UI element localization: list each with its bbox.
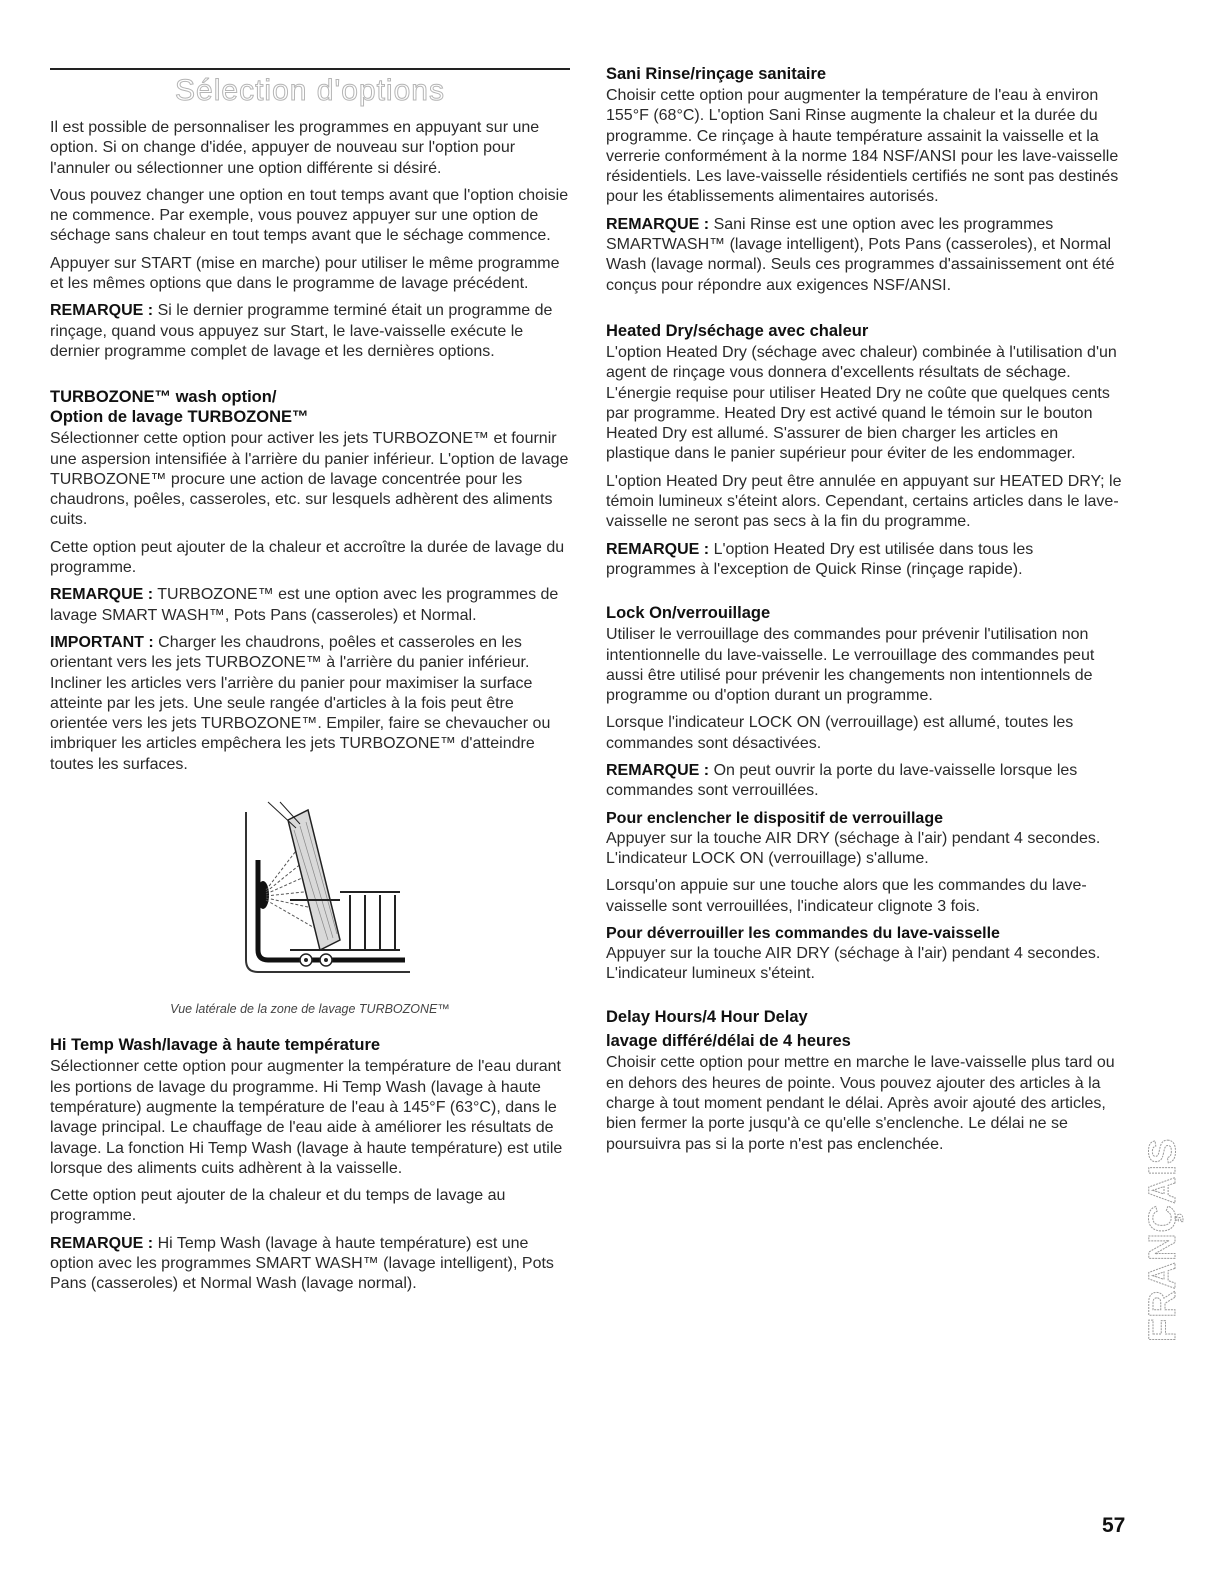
note-label: REMARQUE :	[50, 1234, 154, 1252]
lock-paragraph-2: Lorsque l'indicateur LOCK ON (verrouillage) est allumé, toutes les commandes sont désactivées.	[606, 714, 1074, 752]
turbo-note-text: TURBOZONE™ est une option avec les programmes de lavage SMART WASH™, Pots Pans (casseroles) et Normal.	[50, 586, 559, 624]
note-label: REMARQUE :	[606, 215, 710, 233]
hitemp-note	[50, 1234, 570, 1295]
note-label: REMARQUE :	[50, 302, 154, 320]
heated-note-text: L'option Heated Dry est utilisée dans tous les programmes à l'exception de Quick Rinse (rinçage rapide).	[606, 540, 1034, 578]
heated-note	[606, 540, 1126, 581]
delay-heading-1: Delay Hours/4 Hour Delay	[606, 1008, 808, 1027]
note-label: REMARQUE :	[606, 762, 710, 780]
left-column	[50, 118, 570, 1302]
heated-heading: Heated Dry/séchage avec chaleur	[606, 321, 869, 340]
important-label: IMPORTANT :	[50, 633, 154, 651]
heated-paragraph-2: L'option Heated Dry peut être annulée en appuyant sur HEATED DRY; le témoin lumineux s'éteint alors. Cependant, certains articles dans le lave-vaisselle ne seront pas secs à la fin du programme.	[606, 472, 1122, 531]
hitemp-paragraph-1: Sélectionner cette option pour augmenter la température de l'eau durant les portions de lavage du programme. Hi Temp Wash (lavage à haute température) augmente la température de l'eau à 145°F (63°C), dans le lavage principal. Le chauffage de l'eau aide à améliorer les résultats de lavage. La fonction Hi Temp Wash (lavage à haute température) est utile lorsque des aliments cuits adhèrent à la vaisselle.	[50, 1058, 563, 1177]
delay-heading-2: lavage différé/délai de 4 heures	[606, 1032, 851, 1051]
intro-paragraph-3: Appuyer sur START (mise en marche) pour utiliser le même programme et les mêmes options que dans le programme de lavage précédent.	[50, 254, 560, 293]
lock-paragraph-1: Utiliser le verrouillage des commandes pour prévenir l'utilisation non intentionnelle du lave-vaisselle. Le verrouillage des commandes peut aussi être utilisé pour prévenir les changements non intentionnels de programme ou d'option durant un programme.	[606, 626, 1095, 705]
hitemp-heading: Hi Temp Wash/lavage à haute température	[50, 1036, 381, 1055]
section-rule	[50, 68, 570, 70]
lock-subheading-engage: Pour enclencher le dispositif de verrouillage	[606, 809, 943, 827]
turbo-note	[50, 585, 570, 626]
turbo-paragraph-1: Sélectionner cette option pour activer les jets TURBOZONE™ et fournir une aspersion intensifiée à l'arrière du panier inférieur. L'option de lavage TURBOZONE™ procure une action de lavage concentrée pour les chaudrons, poêles, casseroles, etc. sur lesquels adhèrent des aliments cuits.	[50, 430, 569, 529]
lock-release-paragraph: Appuyer sur la touche AIR DRY (séchage à l'air) pendant 4 secondes. L'indicateur lumineux s'éteint.	[606, 944, 1101, 983]
sani-paragraph-1: Choisir cette option pour augmenter la température de l'eau à environ 155°F (68°C). L'option Sani Rinse augmente la chaleur et la durée du programme. Ce rinçage à haute température assainit la vaisselle et la verrerie conformément à la norme 184 NSF/ANSI pour les lave-vaisselle résidentiels. Les lave-vaisselle résidentiels certifiés ne sont pas destinés pour les établissements alimentaires autorisés.	[606, 87, 1119, 206]
lock-engage-paragraph-2: Lorsqu'on appuie sur une touche alors que les commandes du lave-vaisselle sont verrouillées, l'indicateur clignote 3 fois.	[606, 877, 1087, 915]
hitemp-paragraph-2: Cette option peut ajouter de la chaleur et du temps de lavage au programme.	[50, 1187, 506, 1225]
sani-heading: Sani Rinse/rinçage sanitaire	[606, 65, 827, 83]
right-column	[606, 64, 1126, 1162]
intro-paragraph-2: Vous pouvez changer une option en tout temps avant que l'option choisie ne commence. Par exemple, vous pouvez appuyer sur une option de séchage sans chaleur en tout temps avant que le séchage commence.	[50, 186, 569, 245]
page-number: 57	[1102, 1514, 1126, 1537]
figure-caption: Vue latérale de la zone de lavage TURBOZONE™	[170, 1002, 450, 1017]
language-side-tab	[1135, 1080, 1193, 1350]
turbozone-diagram	[50, 800, 570, 985]
lock-engage-paragraph-1: Appuyer sur la touche AIR DRY (séchage à l'air) pendant 4 secondes. L'indicateur LOCK ON (verrouillage) s'allume.	[606, 829, 1101, 867]
sani-note	[606, 215, 1126, 296]
intro-note	[50, 301, 570, 362]
hitemp-note-text: Hi Temp Wash (lavage à haute température) est une option avec les programmes SMART WASH™ (lavage intelligent), Pots Pans (casseroles) et Normal Wash (lavage normal).	[50, 1234, 554, 1293]
lock-note	[606, 761, 1126, 802]
turbo-important-text: Charger les chaudrons, poêles et casseroles en les orientant vers les jets TURBOZONE™ à l'arrière du panier inférieur. Incliner les articles vers l'arrière du panier pour maximiser la surface atteinte par les jets. Une seule rangée d'articles à la fois peut être orientée vers les jets TURBOZONE™. Empiler, faire se chevaucher ou imbriquer les articles empêchera les jets TURBOZONE™ d'atteindre toutes les surfaces.	[50, 633, 551, 773]
heated-paragraph-1: L'option Heated Dry (séchage avec chaleur) combinée à l'utilisation d'un agent de rinçage vous donnera d'excellents résultats de séchage. L'énergie requise pour utiliser Heated Dry ne coûte que quelques cents par programme. Heated Dry est activé quand le témoin sur le bouton Heated Dry est allumé. S'assurer de bien charger les articles en plastique dans le panier supérieur pour éviter de les endommager.	[606, 343, 1117, 463]
lock-heading: Lock On/verrouillage	[606, 604, 771, 623]
delay-paragraph: Choisir cette option pour mettre en marche le lave-vaisselle plus tard ou en dehors des heures de pointe. Vous pouvez ajouter des articles à la charge à tout moment pendant le délai. Après avoir ajouté des articles, bien fermer la porte jusqu'à ce qu'elle s'enclenche. Le délai ne se poursuivra pas si la porte n'est pas enclenchée.	[606, 1054, 1115, 1153]
language-tab-label: FRANÇAIS	[1142, 1137, 1184, 1342]
note-label: REMARQUE :	[606, 540, 710, 558]
page-title: Sélection d'options	[175, 74, 445, 107]
lock-subheading-release: Pour déverrouiller les commandes du lave-vaisselle	[606, 924, 1000, 942]
turbo-paragraph-2: Cette option peut ajouter de la chaleur et accroître la durée de lavage du programme.	[50, 538, 565, 577]
sani-note-text: Sani Rinse est une option avec les programmes SMARTWASH™ (lavage intelligent), Pots Pans (casseroles), et Normal Wash (lavage normal). Seuls ces programmes d'assainissement ont été conçus pour répondre aux exigences NSF/ANSI.	[606, 215, 1115, 294]
lock-note-text: On peut ouvrir la porte du lave-vaisselle lorsque les commandes sont verrouillées.	[606, 762, 1078, 800]
turbo-important	[50, 633, 570, 775]
turbo-heading-1: TURBOZONE™ wash option/	[50, 388, 277, 407]
intro-paragraph-1: Il est possible de personnaliser les programmes en appuyant sur une option. Si on change d'idée, appuyer de nouveau sur l'option pour l'annuler ou sélectionner une option différente si désiré.	[50, 119, 540, 177]
turbo-heading-2: Option de lavage TURBOZONE™	[50, 408, 309, 427]
note-label: REMARQUE :	[50, 586, 154, 604]
turbozone-diagram-svg	[50, 800, 570, 985]
intro-note-text: Si le dernier programme terminé était un programme de rinçage, quand vous appuyez sur Start, le lave-vaisselle exécute le dernier programme complet de lavage et les dernières options.	[50, 302, 553, 360]
